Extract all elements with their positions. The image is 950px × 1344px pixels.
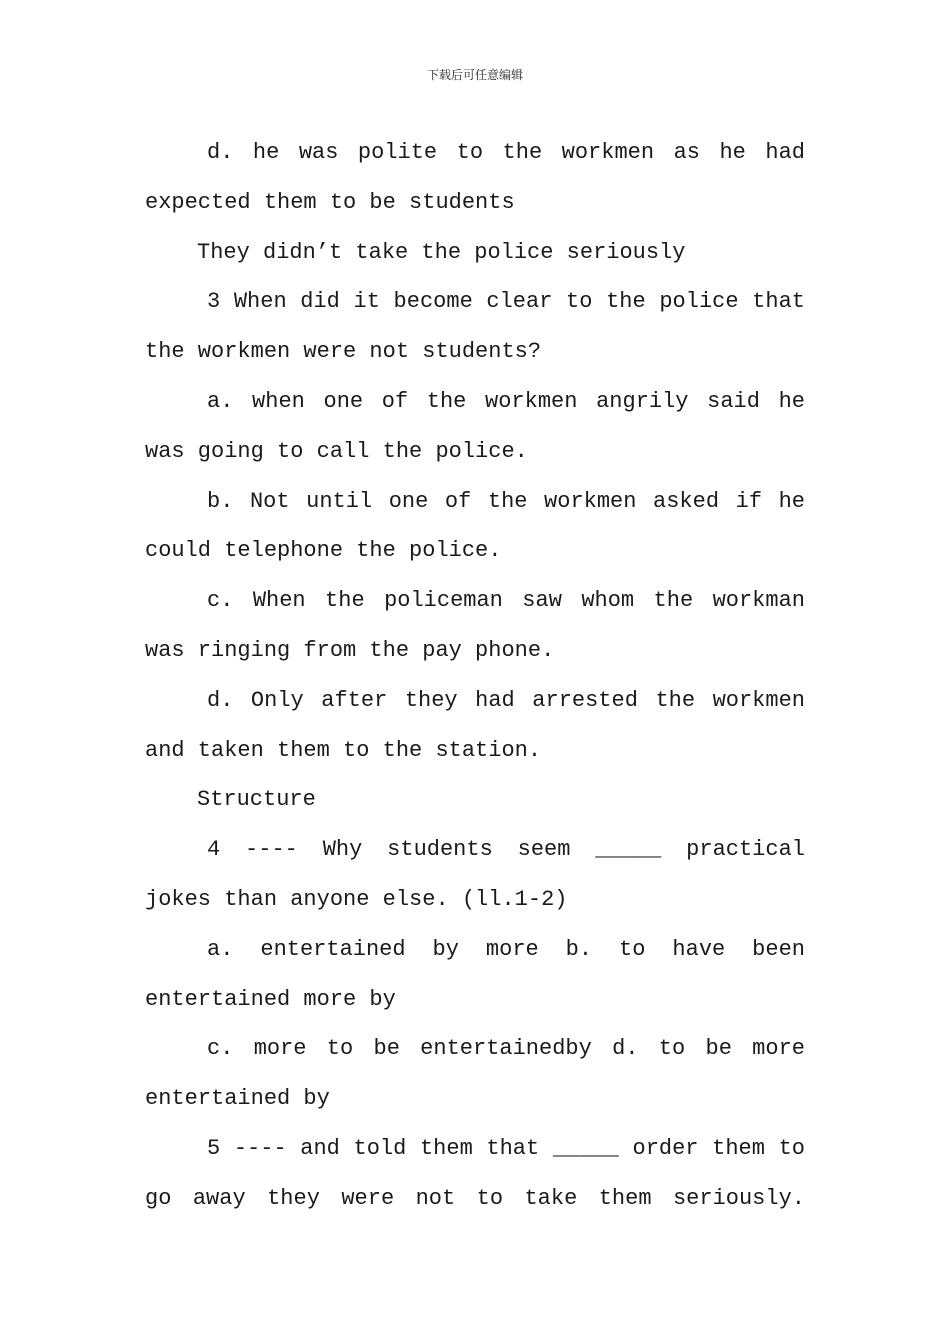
paragraph-option-c-pay-phone: c. When the policeman saw whom the workman was ringing from the pay phone. (145, 588, 805, 663)
document-body (145, 128, 805, 1224)
paragraph-options-c-d: c. more to be entertainedby d. to be more entertained by (145, 1036, 805, 1112)
paragraph-question-3: 3 When did it become clear to the police that the workmen were not students? (145, 289, 805, 365)
paragraph-question-5: 5 ---- and told them that _____ order them to go away they were not to take them seriously. (145, 1135, 805, 1211)
page-header: 下载后可任意编辑 (426, 68, 523, 82)
section-heading-structure: Structure (197, 787, 316, 813)
paragraph-question-4: 4 ---- Why students seem _____ practical jokes than anyone else. (ll.1-2) (145, 837, 805, 912)
paragraph-answer-police-seriously: They didn’t take the police seriously (197, 239, 686, 265)
paragraph-option-d-polite: d. he was polite to the workmen as he had expected them to be students (145, 140, 805, 215)
paragraph-option-d-arrested: d. Only after they had arrested the workmen and taken them to the station. (145, 687, 805, 763)
paragraph-option-b-telephone: b. Not until one of the workmen asked if he could telephone the police. (145, 488, 805, 564)
paragraph-options-a-b: a. entertained by more b. to have been entertained more by (145, 936, 805, 1012)
paragraph-option-a-call-police: a. when one of the workmen angrily said he was going to call the police. (145, 388, 805, 464)
